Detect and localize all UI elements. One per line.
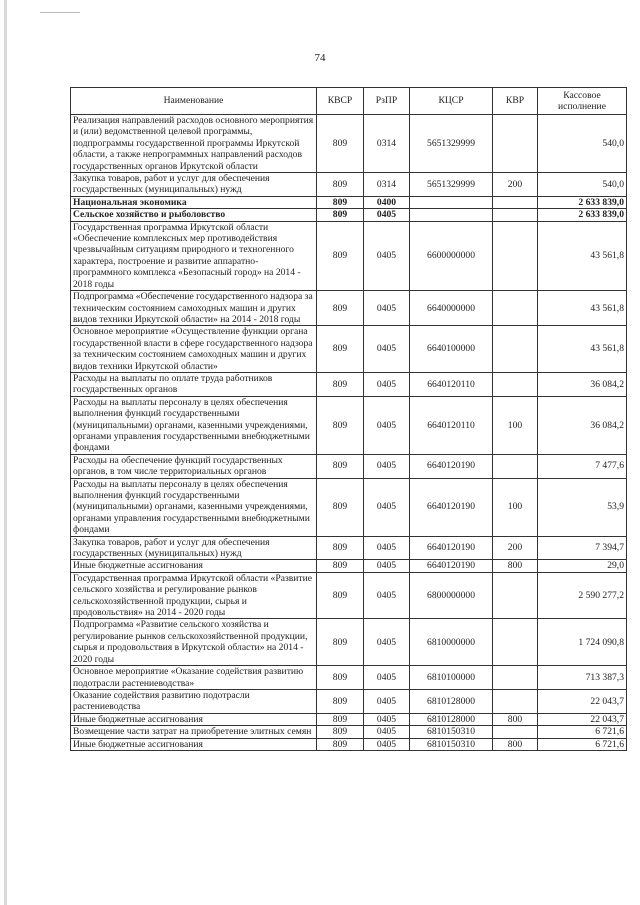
row-kvr: 800 — [493, 738, 538, 750]
table-body — [71, 115, 627, 751]
row-name: Возмещение части затрат на приобретение элитных семян — [71, 726, 317, 738]
row-name: Основное мероприятие «Осуществление функции органа государственной власти в сфере государственного надзора за техническим состоянием самоходных машин и других видов техники Иркутской области» — [71, 326, 317, 373]
header-kvr: КВР — [493, 88, 538, 115]
table-row — [71, 326, 627, 373]
row-kcsr: 5651329999 — [410, 115, 493, 173]
row-rzpr: 0405 — [364, 372, 410, 396]
scan-artifact-line — [40, 12, 80, 13]
row-name: Государственная программа Иркутской области «Обеспечение комплексных мер противодействия чрезвычайным ситуациям природного и техногенного характера, построение и развитие аппаратно-программного комплекса «Безопасный город» на 2014 - 2018 годы — [71, 221, 317, 290]
row-kvsr: 809 — [317, 689, 364, 713]
row-rzpr: 0405 — [364, 689, 410, 713]
row-kvr: 200 — [493, 536, 538, 560]
row-kvsr: 809 — [317, 666, 364, 690]
row-kvsr: 809 — [317, 221, 364, 290]
row-sum: 36 084,2 — [538, 372, 627, 396]
row-sum: 6 721,6 — [538, 726, 627, 738]
row-kcsr: 6810100000 — [410, 666, 493, 690]
row-name: Подпрограмма «Обеспечение государственного надзора за техническим состоянием самоходных машин и других видов техники Иркутской области» на 2014 - 2018 годы — [71, 291, 317, 326]
row-kcsr: 5651329999 — [410, 173, 493, 197]
row-kvsr: 809 — [317, 196, 364, 208]
row-kvr — [493, 666, 538, 690]
row-rzpr: 0405 — [364, 560, 410, 572]
row-sum: 22 043,7 — [538, 713, 627, 725]
row-sum: 540,0 — [538, 173, 627, 197]
row-name: Расходы на выплаты персоналу в целях обеспечения выполнения функций государственными (муниципальными) органами, казенными учреждениями, органами управления государственными внебюджетными фондами — [71, 478, 317, 536]
row-kcsr: 6810150310 — [410, 738, 493, 750]
row-kcsr: 6810128000 — [410, 689, 493, 713]
table-row — [71, 454, 627, 478]
row-kcsr: 6640000000 — [410, 291, 493, 326]
row-rzpr: 0405 — [364, 454, 410, 478]
row-sum: 53,9 — [538, 478, 627, 536]
row-rzpr: 0405 — [364, 396, 410, 454]
row-kcsr: 6810000000 — [410, 619, 493, 666]
row-name: Сельское хозяйство и рыболовство — [71, 209, 317, 221]
table-row — [71, 666, 627, 690]
header-sum: Кассовое исполнение — [538, 88, 627, 115]
row-name: Закупка товаров, работ и услуг для обеспечения государственных (муниципальных) нужд — [71, 536, 317, 560]
row-kvr — [493, 115, 538, 173]
row-sum: 22 043,7 — [538, 689, 627, 713]
table-row — [71, 372, 627, 396]
page-number: 74 — [314, 52, 326, 64]
row-kvsr: 809 — [317, 619, 364, 666]
row-name: Реализация направлений расходов основного мероприятия и (или) ведомственной целевой программы, подпрограммы государственной программы Иркутской области, а также непрограммных направлений расходов государственных органов Иркутской области — [71, 115, 317, 173]
table-row — [71, 209, 627, 221]
row-rzpr: 0405 — [364, 713, 410, 725]
row-kvsr: 809 — [317, 209, 364, 221]
table-row — [71, 396, 627, 454]
row-sum: 36 084,2 — [538, 396, 627, 454]
table-row — [71, 291, 627, 326]
row-rzpr: 0314 — [364, 115, 410, 173]
table-row — [71, 560, 627, 572]
row-kvsr: 809 — [317, 115, 364, 173]
scan-edge-shadow — [4, 0, 7, 905]
row-kcsr: 6640120110 — [410, 396, 493, 454]
row-sum: 1 724 090,8 — [538, 619, 627, 666]
row-rzpr: 0405 — [364, 726, 410, 738]
table-row — [71, 726, 627, 738]
row-kvsr: 809 — [317, 726, 364, 738]
row-sum: 7 394,7 — [538, 536, 627, 560]
header-rzpr: РзПР — [364, 88, 410, 115]
row-kcsr: 6800000000 — [410, 572, 493, 619]
row-kcsr — [410, 196, 493, 208]
table-row — [71, 619, 627, 666]
table-row — [71, 738, 627, 750]
row-sum: 713 387,3 — [538, 666, 627, 690]
row-kvsr: 809 — [317, 572, 364, 619]
row-sum: 2 633 839,0 — [538, 209, 627, 221]
row-kvr: 800 — [493, 713, 538, 725]
row-sum: 2 590 277,2 — [538, 572, 627, 619]
row-kcsr — [410, 209, 493, 221]
row-kvr — [493, 372, 538, 396]
row-kvr — [493, 619, 538, 666]
table-row — [71, 689, 627, 713]
row-kvr — [493, 291, 538, 326]
row-rzpr: 0405 — [364, 536, 410, 560]
row-rzpr: 0405 — [364, 738, 410, 750]
table-row — [71, 572, 627, 619]
row-sum: 43 561,8 — [538, 326, 627, 373]
row-sum: 29,0 — [538, 560, 627, 572]
table-row — [71, 221, 627, 290]
table-header-row — [71, 88, 627, 115]
row-rzpr: 0405 — [364, 619, 410, 666]
row-rzpr: 0405 — [364, 572, 410, 619]
row-name: Подпрограмма «Развитие сельского хозяйства и регулирование рынков сельскохозяйственной продукции, сырья и продовольствия в Иркутской области» на 2014 - 2020 годы — [71, 619, 317, 666]
row-kcsr: 6640120190 — [410, 536, 493, 560]
row-kvr — [493, 221, 538, 290]
row-name: Закупка товаров, работ и услуг для обеспечения государственных (муниципальных) нужд — [71, 173, 317, 197]
row-sum: 2 633 839,0 — [538, 196, 627, 208]
row-rzpr: 0405 — [364, 291, 410, 326]
row-name: Основное мероприятие «Оказание содействия развитию подотрасли растениеводства» — [71, 666, 317, 690]
row-name: Иные бюджетные ассигнования — [71, 738, 317, 750]
row-sum: 43 561,8 — [538, 291, 627, 326]
row-rzpr: 0314 — [364, 173, 410, 197]
row-sum: 540,0 — [538, 115, 627, 173]
row-kcsr: 6810128000 — [410, 713, 493, 725]
budget-execution-table — [70, 87, 627, 751]
row-kcsr: 6810150310 — [410, 726, 493, 738]
table-row — [71, 173, 627, 197]
row-sum: 6 721,6 — [538, 738, 627, 750]
row-name: Расходы на выплаты по оплате труда работников государственных органов — [71, 372, 317, 396]
row-kvsr: 809 — [317, 326, 364, 373]
row-rzpr: 0405 — [364, 221, 410, 290]
row-kvr: 100 — [493, 396, 538, 454]
row-kvsr: 809 — [317, 560, 364, 572]
row-rzpr: 0405 — [364, 326, 410, 373]
row-kcsr: 6640100000 — [410, 326, 493, 373]
row-kcsr: 6600000000 — [410, 221, 493, 290]
row-name: Государственная программа Иркутской области «Развитие сельского хозяйства и регулирование рынков сельскохозяйственной продукции, сырья и продовольствия» на 2014 - 2020 годы — [71, 572, 317, 619]
row-name: Расходы на обеспечение функций государственных органов, в том числе территориальных органов — [71, 454, 317, 478]
row-kcsr: 6640120190 — [410, 454, 493, 478]
row-kvsr: 809 — [317, 454, 364, 478]
row-name: Иные бюджетные ассигнования — [71, 713, 317, 725]
row-kvr — [493, 196, 538, 208]
row-kvsr: 809 — [317, 173, 364, 197]
table-row — [71, 115, 627, 173]
table-row — [71, 713, 627, 725]
row-name: Иные бюджетные ассигнования — [71, 560, 317, 572]
row-kvr: 200 — [493, 173, 538, 197]
row-kvsr: 809 — [317, 738, 364, 750]
row-kvr — [493, 454, 538, 478]
header-kvsr: КВСР — [317, 88, 364, 115]
row-kvr — [493, 572, 538, 619]
row-kvsr: 809 — [317, 372, 364, 396]
header-name: Наименование — [71, 88, 317, 115]
table-row — [71, 196, 627, 208]
row-kcsr: 6640120190 — [410, 560, 493, 572]
row-sum: 43 561,8 — [538, 221, 627, 290]
row-kvsr: 809 — [317, 291, 364, 326]
row-kvsr: 809 — [317, 396, 364, 454]
row-name: Оказание содействия развитию подотрасли растениеводства — [71, 689, 317, 713]
row-name: Национальная экономика — [71, 196, 317, 208]
row-kvr — [493, 209, 538, 221]
row-kvsr: 809 — [317, 713, 364, 725]
row-rzpr: 0405 — [364, 666, 410, 690]
row-kvr: 100 — [493, 478, 538, 536]
row-kcsr: 6640120190 — [410, 478, 493, 536]
row-kvr — [493, 326, 538, 373]
row-kvr: 800 — [493, 560, 538, 572]
row-kvsr: 809 — [317, 478, 364, 536]
row-rzpr: 0405 — [364, 478, 410, 536]
row-name: Расходы на выплаты персоналу в целях обеспечения выполнения функций государственными (муниципальными) органами, казенными учреждениями, органами управления государственными внебюджетными фондами — [71, 396, 317, 454]
row-sum: 7 477,6 — [538, 454, 627, 478]
row-rzpr: 0405 — [364, 209, 410, 221]
row-kvsr: 809 — [317, 536, 364, 560]
header-kcsr: КЦСР — [410, 88, 493, 115]
table-row — [71, 536, 627, 560]
row-kcsr: 6640120110 — [410, 372, 493, 396]
row-rzpr: 0400 — [364, 196, 410, 208]
table-row — [71, 478, 627, 536]
row-kvr — [493, 726, 538, 738]
row-kvr — [493, 689, 538, 713]
